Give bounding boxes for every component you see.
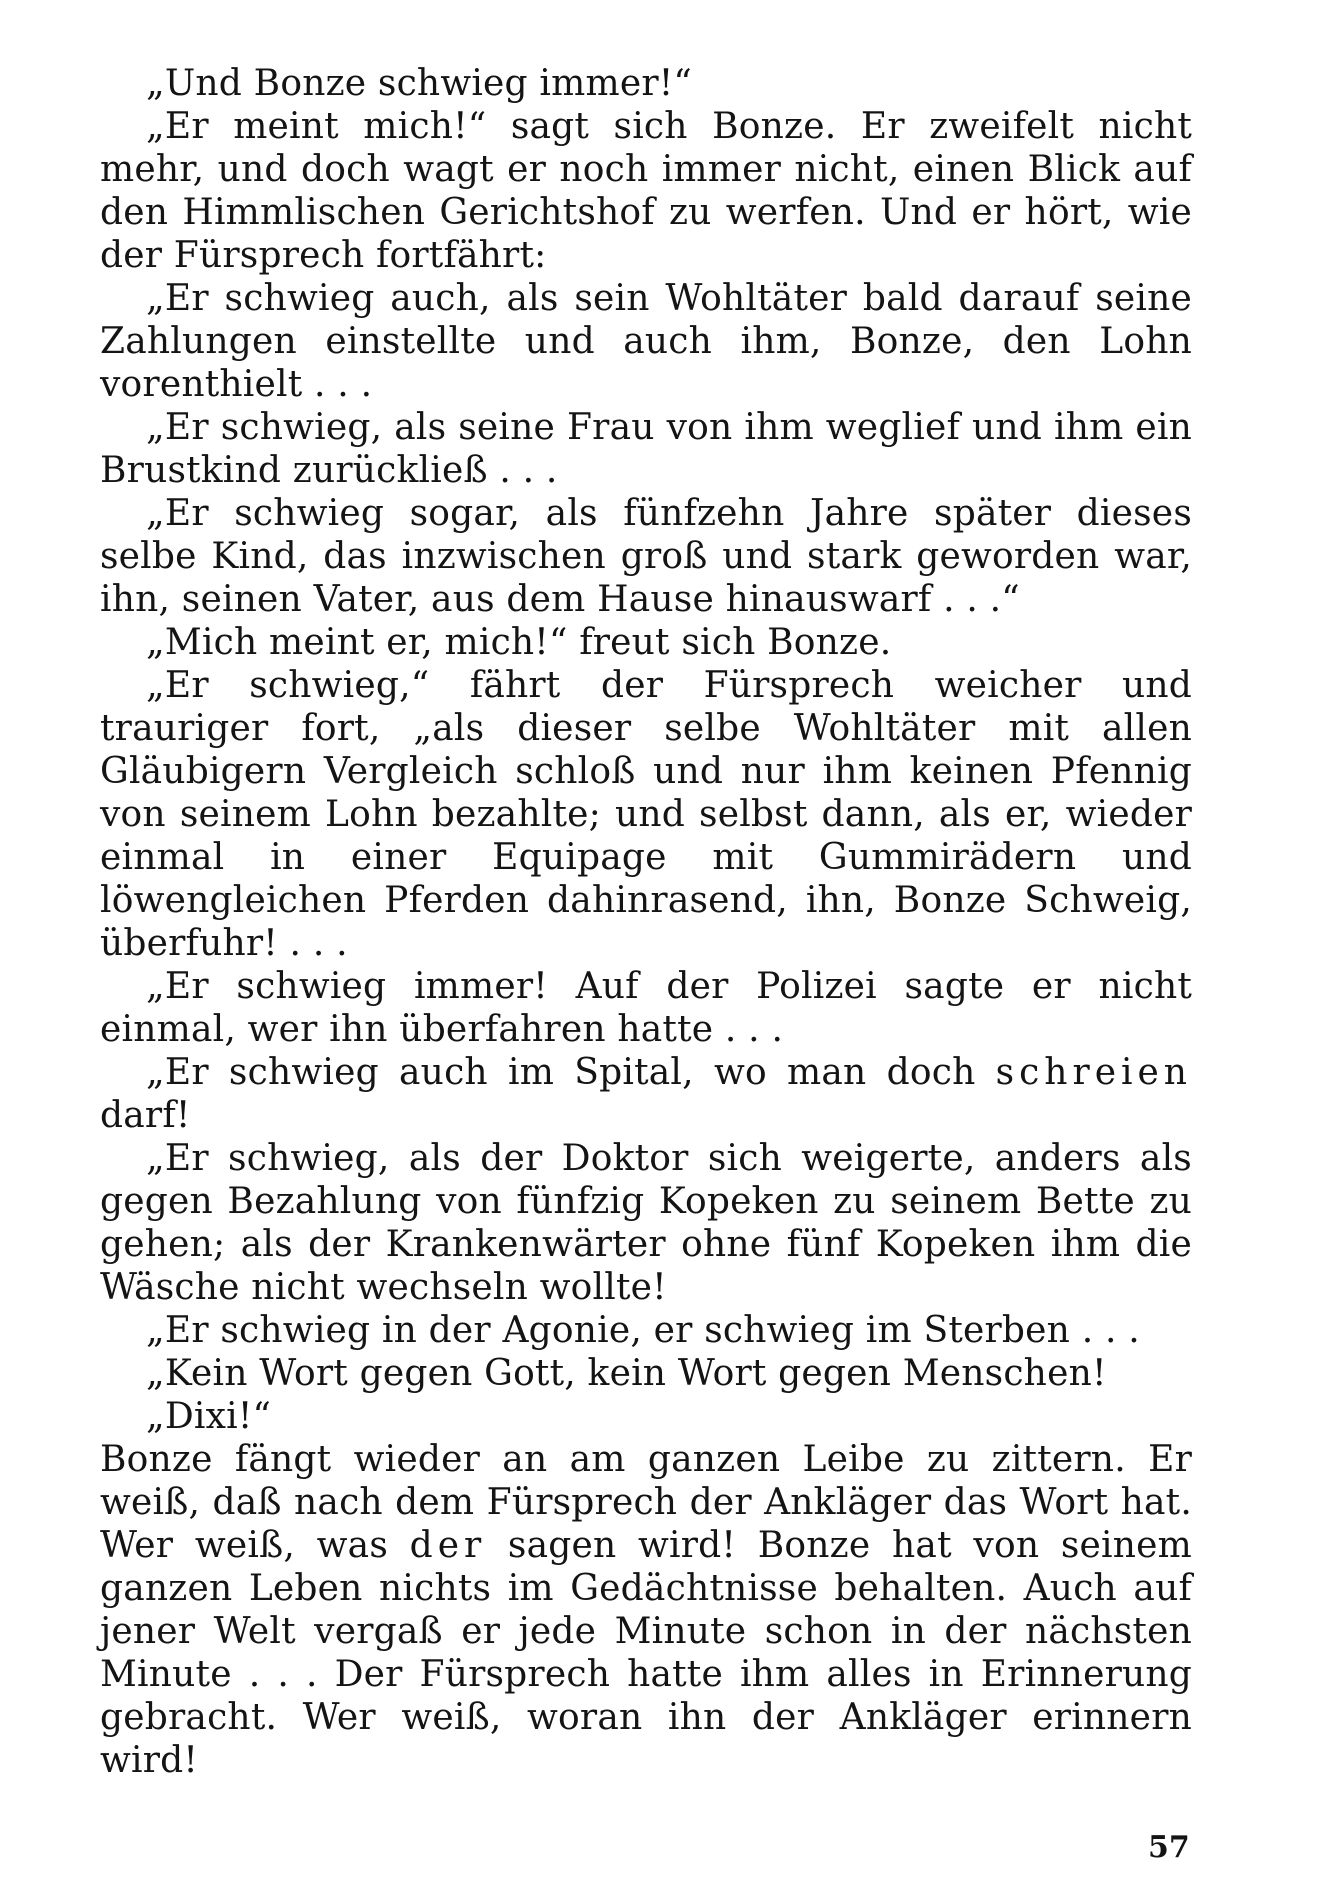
page-number: 57 (1148, 1830, 1190, 1865)
text-run: sagen wird! Bonze hat von seinem ganzen Leben nichts im Gedächtnisse behalten. Auch auf jener Welt vergaß er jede Minute schon in der nächsten Minute . . . Der Fürsprech hatte ihm alles in Erinnerung gebracht. Wer weiß, woran ihn der Ankläger erinnern wird! (100, 1525, 1192, 1781)
paragraph: „Mich meint er, mich!“ freut sich Bonze. (146, 622, 892, 663)
paragraph: „Er schwieg,“ fährt der Fürsprech weicher und trauriger fort, „als dieser selbe Wohltäter mit allen Gläubigern Vergleich schloß und nur ihm keinen Pfennig von seinem Lohn bezahlte; und selbst dann, als er, wieder einmal in einer Equipage mit Gummirädern und löwengleichen Pferden dahinrasend, ihn, Bonze Schweig, überfuhr! . . . (100, 665, 1192, 964)
paragraph (100, 1438, 1192, 1782)
text-run: Bonze fängt wieder an am ganzen Leibe zu zittern. Er weiß, daß nach dem Fürsprech der Ankläger das Wort hat. Wer weiß, was (100, 1439, 1192, 1566)
paragraph: „Er schwieg in der Agonie, er schwieg im Sterben . . . (146, 1310, 1140, 1351)
paragraph: „Und Bonze schwieg immer!“ (146, 63, 693, 104)
paragraph: „Er schwieg immer! Auf der Polizei sagte er nicht einmal, wer ihn überfahren hatte . . . (100, 966, 1192, 1050)
paragraph: „Dixi!“ (146, 1396, 272, 1437)
paragraph: „Er meint mich!“ sagt sich Bonze. Er zweifelt nicht mehr, und doch wagt er noch immer nicht, einen Blick auf den Himmlischen Gerichtshof zu werfen. Und er hört, wie der Fürsprech fortfährt: (100, 106, 1192, 276)
emphasized-word: der (409, 1525, 487, 1566)
paragraph: „Er schwieg, als der Doktor sich weigerte, anders als gegen Bezahlung von fünfzig Kopeken zu seinem Bette zu gehen; als der Krankenwärter ohne fünf Kopeken ihm die Wäsche nicht wechseln wollte! (100, 1138, 1192, 1308)
text-run: „Er schwieg auch im Spital, wo man doch (146, 1052, 996, 1093)
paragraph: „Er schwieg, als seine Frau von ihm weglief und ihm ein Brustkind zurückließ . . . (100, 407, 1192, 491)
text-run: darf! (100, 1095, 191, 1136)
paragraph: „Er schwieg sogar, als fünfzehn Jahre später dieses selbe Kind, das inzwischen groß und stark geworden war, ihn, seinen Vater, aus dem Hause hinauswarf . . .“ (100, 493, 1192, 620)
paragraph (100, 1051, 1192, 1137)
paragraph: „Kein Wort gegen Gott, kein Wort gegen Menschen! (146, 1353, 1107, 1394)
body-text (100, 62, 1192, 1782)
emphasized-word: schreien (995, 1052, 1192, 1093)
paragraph: „Er schwieg auch, als sein Wohltäter bald darauf seine Zahlungen einstellte und auch ihm, Bonze, den Lohn vorenthielt . . . (100, 278, 1192, 405)
